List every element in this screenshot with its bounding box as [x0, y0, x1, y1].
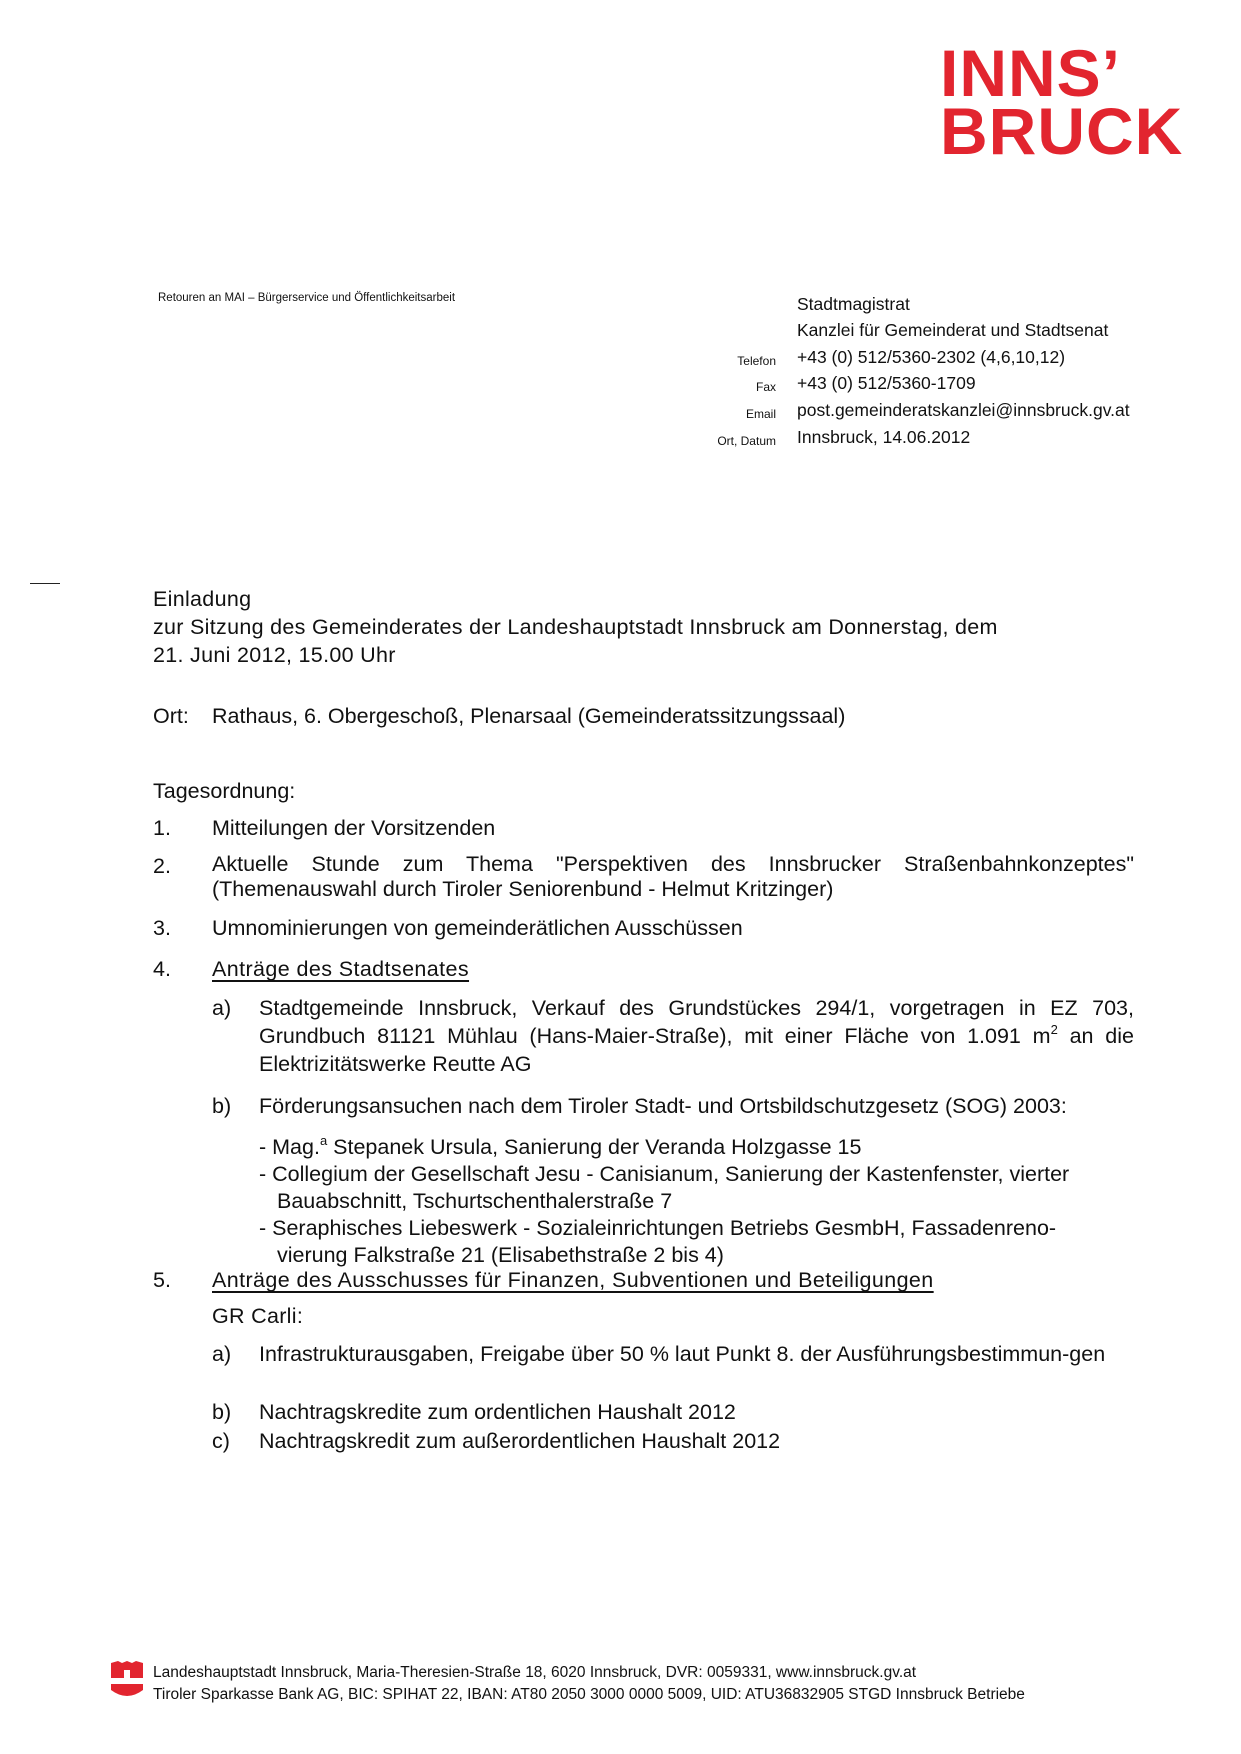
phone-value: +43 (0) 512/5360-2302 (4,6,10,12): [797, 347, 1066, 367]
item-4a-text-2: an die Elektrizitätswerke Reutte AG: [259, 1024, 1134, 1076]
agenda-item-3-number: 3.: [153, 916, 171, 940]
item-5c: Nachtragskredit zum außerordentlichen Haushalt 2012: [259, 1429, 781, 1453]
item-4b-entry-1: [259, 1133, 1134, 1161]
agenda-item-5: Anträge des Ausschusses für Finanzen, Subventionen und Beteiligungen: [212, 1268, 934, 1292]
item-4b-entry-3-line-2: vierung Falkstraße 21 (Elisabethstraße 2 bis 4): [277, 1243, 724, 1267]
item-4b-entry-2-line-2: Bauabschnitt, Tschurtschenthalerstraße 7: [277, 1189, 673, 1213]
agenda-item-2: Aktuelle Stunde zum Thema "Perspektiven des Innsbrucker Straßenbahnkonzeptes" (Themenauswahl durch Tiroler Seniorenbund - Helmut Kritzinger): [212, 852, 1134, 901]
item-4a-superscript: 2: [1050, 1022, 1058, 1037]
innsbruck-logo: [940, 36, 1190, 168]
item-4b-entry-1-post: Stepanek Ursula, Sanierung der Veranda Holzgasse 15: [327, 1135, 862, 1159]
date-label: Ort, Datum: [717, 434, 776, 448]
sender-department: Kanzlei für Gemeinderat und Stadtsenat: [797, 320, 1109, 340]
agenda-item-3: Umnominierungen von gemeinderätlichen Ausschüssen: [212, 916, 743, 940]
footer-address: Landeshauptstadt Innsbruck, Maria-Theresien-Straße 18, 6020 Innsbruck, DVR: 0059331, www.innsbruck.gv.at: [153, 1664, 917, 1681]
agenda-item-5-number: 5.: [153, 1268, 171, 1292]
footer-bank: Tiroler Sparkasse Bank AG, BIC: SPIHAT 22, IBAN: AT80 2050 3000 0000 5009, UID: ATU36832905 STGD Innsbruck Betriebe: [153, 1686, 1025, 1703]
phone-label: Telefon: [737, 354, 776, 368]
agenda-item-4-number: 4.: [153, 957, 171, 981]
invitation-line-3: 21. Juni 2012, 15.00 Uhr: [153, 643, 396, 667]
fold-mark: [30, 583, 60, 584]
item-4b-entry-2-line-1: - Collegium der Gesellschaft Jesu - Canisianum, Sanierung der Kastenfenster, vierter: [259, 1162, 1070, 1186]
agenda-item-5-wrap: [212, 1266, 1134, 1294]
email-value[interactable]: post.gemeinderatskanzlei@innsbruck.gv.at: [797, 400, 1130, 420]
agenda-item-2-number: 2.: [153, 854, 171, 878]
location-value: Rathaus, 6. Obergeschoß, Plenarsaal (Gemeinderatssitzungssaal): [212, 704, 846, 728]
innsbruck-coat-of-arms-icon: [110, 1660, 144, 1700]
email-label: Email: [745, 407, 776, 421]
agenda-item-4-wrap: [212, 955, 1134, 983]
item-4b-entry-1-pre: - Mag.: [259, 1135, 320, 1159]
agenda-item-1-number: 1.: [153, 816, 171, 840]
agenda-item-4: Anträge des Stadtsenates: [212, 957, 470, 981]
invitation-line-2: zur Sitzung des Gemeinderates der Landeshauptstadt Innsbruck am Donnerstag, dem: [153, 615, 998, 639]
item-4a-label: a): [212, 996, 232, 1020]
item-4a-text-1: Stadtgemeinde Innsbruck, Verkauf des Grundstückes 294/1, vorgetragen in EZ 703, Grundbuch 81121 Mühlau (Hans-Maier-Straße), mit einer Fläche von 1.091 m: [259, 996, 1134, 1048]
invitation-title: [153, 585, 1103, 669]
agenda-heading: Tagesordnung:: [153, 779, 296, 803]
item-4b: Förderungsansuchen nach dem Tiroler Stadt- und Ortsbildschutzgesetz (SOG) 2003:: [259, 1094, 1067, 1118]
item-5c-label: c): [212, 1429, 230, 1453]
location-label: Ort:: [153, 704, 189, 728]
logo-line-1: INNS’: [940, 36, 1122, 110]
item-4b-entry-3-line-1: - Seraphisches Liebeswerk - Sozialeinrichtungen Betriebs GesmbH, Fassadenreno-: [259, 1216, 1057, 1240]
date-value: Innsbruck, 14.06.2012: [797, 427, 971, 447]
item-5-presenter: GR Carli:: [212, 1304, 304, 1328]
fax-value: +43 (0) 512/5360-1709: [797, 373, 976, 393]
item-5a: Infrastrukturausgaben, Freigabe über 50 % laut Punkt 8. der Ausführungsbestimmun-gen: [259, 1342, 1106, 1366]
item-5b: Nachtragskredite zum ordentlichen Haushalt 2012: [259, 1400, 736, 1424]
fax-label: Fax: [755, 380, 776, 394]
return-address: Retouren an MAI – Bürgerservice und Öffentlichkeitsarbeit: [158, 292, 456, 304]
logo-line-2: BRUCK: [940, 94, 1184, 168]
invitation-line-1: Einladung: [153, 587, 252, 611]
sender-office: Stadtmagistrat: [797, 294, 910, 314]
agenda-item-1: Mitteilungen der Vorsitzenden: [212, 816, 496, 840]
item-5b-label: b): [212, 1400, 232, 1424]
item-5a-label: a): [212, 1342, 232, 1366]
item-4a: [259, 994, 1134, 1078]
item-4b-label: b): [212, 1094, 232, 1118]
item-4b-entry-1-superscript: a: [319, 1133, 328, 1148]
